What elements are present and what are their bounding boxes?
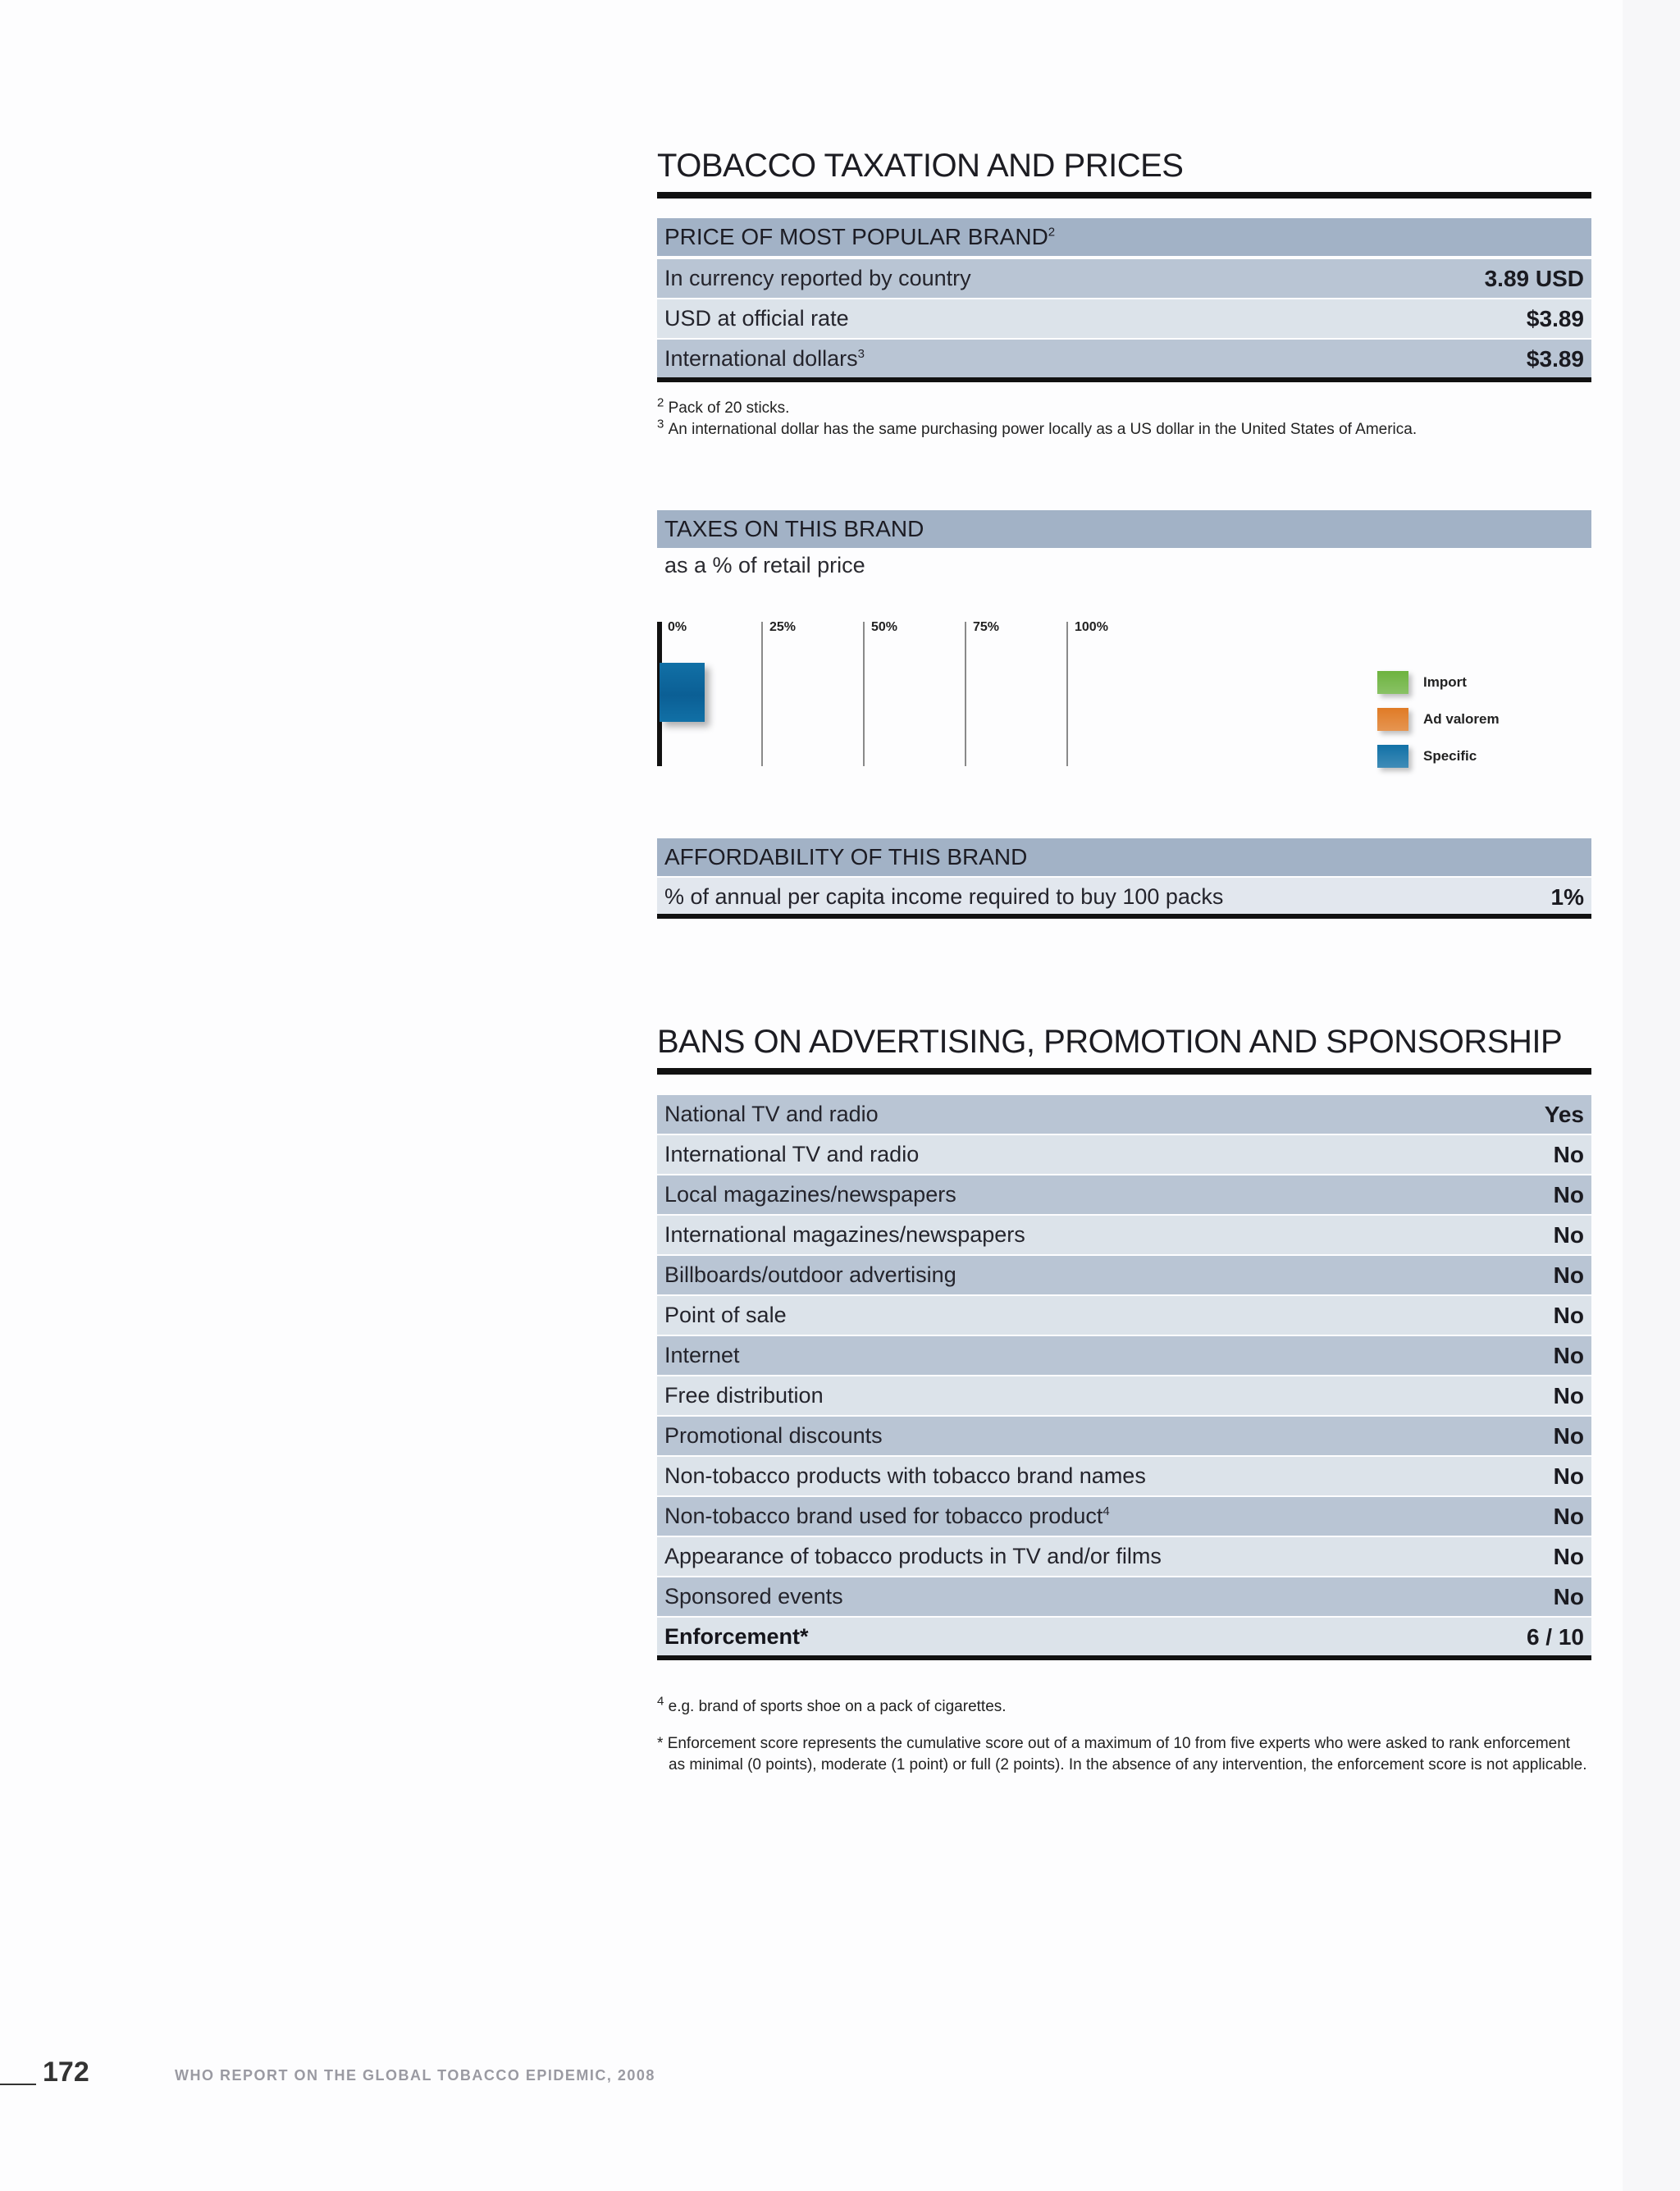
gridline xyxy=(1066,622,1068,766)
ban-value: No xyxy=(1553,1543,1584,1569)
ban-row: International TV and radio No xyxy=(657,1135,1591,1174)
ban-value: No xyxy=(1553,1422,1584,1449)
footnote-4: $^4$ e.g. brand of sports shoe on a pack of cigarettes. xyxy=(657,1694,1007,1715)
gridline xyxy=(761,622,763,766)
table-bottom-rule xyxy=(657,914,1591,919)
footnote-3: $^3$ An international dollar has the same purchasing power locally as a US dollar in the United States of America. xyxy=(657,417,1418,438)
price-value: 3.89 USD xyxy=(1484,265,1584,291)
price-header: PRICE OF MOST POPULAR BRAND$^2$ xyxy=(657,218,1591,256)
tick-label: 75% xyxy=(973,620,1000,634)
affordability-value: 1% xyxy=(1550,883,1584,910)
ban-row: Point of sale No xyxy=(657,1296,1591,1335)
legend-swatch xyxy=(1377,745,1408,768)
section-rule xyxy=(657,1068,1591,1075)
tax-chart xyxy=(657,615,1591,771)
taxes-header: TAXES ON THIS BRAND xyxy=(657,510,1591,548)
price-value: $3.89 xyxy=(1526,345,1584,372)
affordability-header: AFFORDABILITY OF THIS BRAND xyxy=(657,838,1591,876)
tick-label: 0% xyxy=(668,620,687,634)
page-edge-shade xyxy=(1623,0,1680,2191)
affordability-row: % of annual per capita income required to buy 100 packs 1% xyxy=(657,878,1591,916)
ban-value: Yes xyxy=(1544,1101,1584,1127)
table-bottom-rule xyxy=(657,377,1591,382)
section-rule xyxy=(657,192,1591,199)
ban-row: Promotional discounts No xyxy=(657,1417,1591,1455)
ban-row: Free distribution No xyxy=(657,1376,1591,1415)
legend-label: Import xyxy=(1423,674,1467,690)
tick-label: 25% xyxy=(769,620,797,634)
ban-row: Internet No xyxy=(657,1336,1591,1375)
running-title: WHO REPORT ON THE GLOBAL TOBACCO EPIDEMIC, 2008 xyxy=(175,2067,655,2084)
bar-segment-specific xyxy=(660,663,705,722)
price-row: USD at official rate $3.89 xyxy=(657,299,1591,338)
ban-row: International magazines/newspapers No xyxy=(657,1216,1591,1254)
ban-value: No xyxy=(1553,1503,1584,1529)
ban-value: No xyxy=(1553,1342,1584,1368)
ban-value: No xyxy=(1553,1262,1584,1288)
tick-label: 50% xyxy=(871,620,898,634)
ban-row: National TV and radio Yes xyxy=(657,1095,1591,1134)
page-number: 172 xyxy=(43,2056,89,2088)
enforcement-row: Enforcement* 6 / 10 xyxy=(657,1618,1591,1656)
section-title-bans: BANS ON ADVERTISING, PROMOTION AND SPONSORSHIP xyxy=(657,1024,1563,1060)
footnote-2: $^2$ Pack of 20 sticks. xyxy=(657,395,790,417)
ban-value: No xyxy=(1553,1221,1584,1248)
legend-swatch xyxy=(1377,708,1408,731)
ban-value: 6 / 10 xyxy=(1526,1623,1584,1650)
taxes-subtitle: as a % of retail price xyxy=(664,553,865,577)
ban-row: Sponsored events No xyxy=(657,1577,1591,1616)
legend-label: Specific xyxy=(1423,748,1477,764)
gridline xyxy=(863,622,865,766)
table-bottom-rule xyxy=(657,1655,1591,1660)
ban-row: Non-tobacco products with tobacco brand names No xyxy=(657,1457,1591,1495)
ban-value: No xyxy=(1553,1382,1584,1408)
tick-label: 100% xyxy=(1075,620,1108,634)
ban-value: No xyxy=(1553,1583,1584,1609)
ban-row: Local magazines/newspapers No xyxy=(657,1175,1591,1214)
ban-value: No xyxy=(1553,1302,1584,1328)
section-title-taxation: TOBACCO TAXATION AND PRICES xyxy=(657,148,1184,184)
ban-value: No xyxy=(1553,1463,1584,1489)
price-value: $3.89 xyxy=(1526,305,1584,331)
legend-label: Ad valorem xyxy=(1423,711,1500,727)
page-number-rule xyxy=(0,2084,36,2085)
ban-row: Appearance of tobacco products in TV and/or films No xyxy=(657,1537,1591,1576)
price-row: International dollars$^3$ $3.89 xyxy=(657,340,1591,378)
footnote-enforcement: * Enforcement score represents the cumulative score out of a maximum of 10 from five experts who were asked to rank enforcement as minimal (0 points), moderate (1 point) or full (2 points). In the absence of any intervention, the enforcement score is not applicable. xyxy=(657,1735,1587,1773)
ban-row: Non-tobacco brand used for tobacco product$^4$ No xyxy=(657,1497,1591,1536)
ban-value: No xyxy=(1553,1141,1584,1167)
ban-value: No xyxy=(1553,1181,1584,1207)
legend-swatch xyxy=(1377,671,1408,694)
gridline xyxy=(965,622,966,766)
ban-row: Billboards/outdoor advertising No xyxy=(657,1256,1591,1294)
price-row: In currency reported by country 3.89 USD xyxy=(657,259,1591,298)
